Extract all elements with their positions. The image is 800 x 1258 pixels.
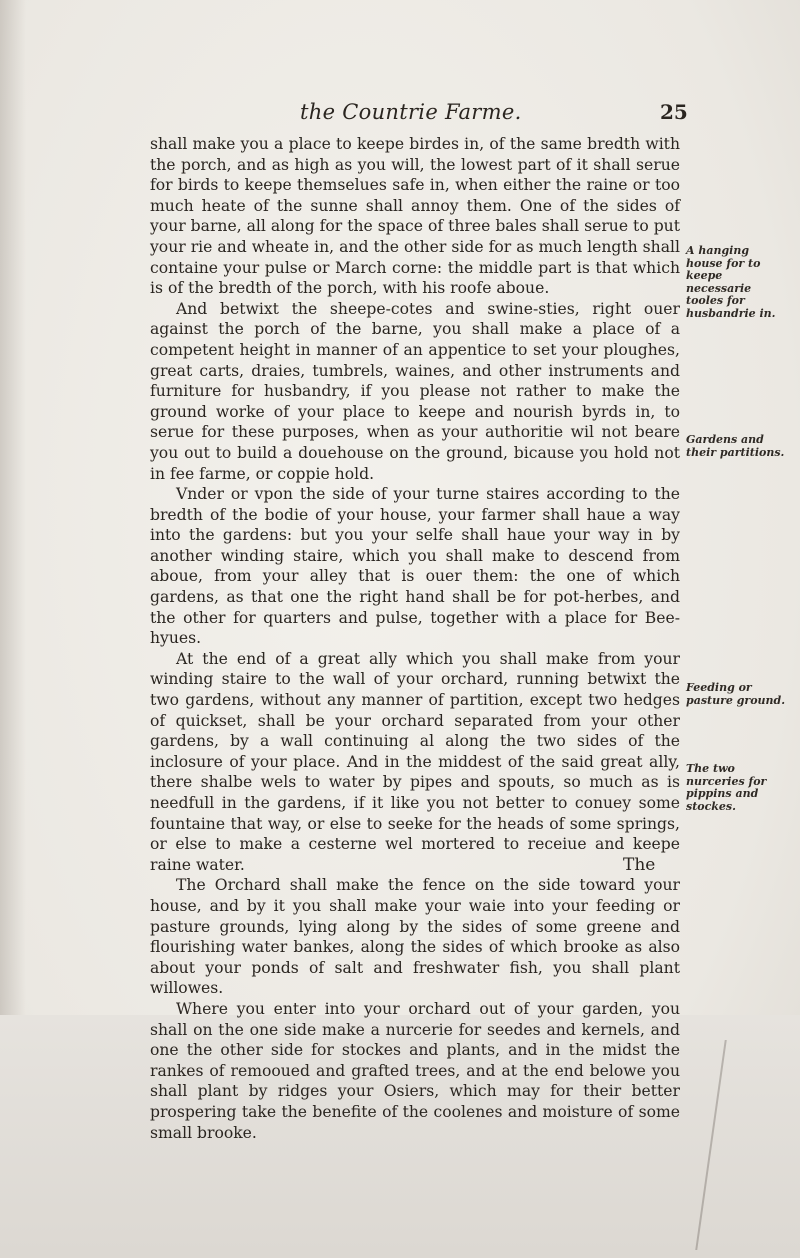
catchword: The — [623, 855, 656, 875]
paragraph: shall make you a place to keepe birdes in, of the same bredth with the porch, and as high as you will, the lowest part of it shall serue for birds to keepe themselues safe in, when either the raine or too much heate of the sunne shall annoy them. One of the sides of your barne, all along for the space of three bales shall serue to put your rie and wheate in, and the other side for as much length shall containe your pulse or March corne: the middle part is that which is of the bredth of the porch, with his roofe aboue. — [150, 135, 680, 298]
paragraph: The Orchard shall make the fence on the side toward your house, and by it you shall make your waie into your feeding or pasture grounds, lying along by the sides of some greene and flourishing water bankes, along the sides of which brooke as also about your ponds of salt and freshwater fish, you shall plant willowes. — [150, 876, 680, 998]
page-header — [140, 100, 700, 128]
margin-note: Feeding or pasture ground. — [686, 681, 786, 707]
margin-note: Gardens and their partitions. — [686, 433, 785, 459]
paragraph: And betwixt the sheepe-cotes and swine-sties, right ouer against the porch of the barne, you shall make a place of a competent height in manner of an appentice to set your ploughes, great carts, draies, tumbrels, waines, and other instruments and furniture for husbandry, if you please not rather to make the ground worke of your place to keepe and nourish byrds in, to serue for these purposes, when as your authoritie wil not beare you out to build a douehouse on the ground, bicause you hold not in fee farme, or coppie hold. — [150, 299, 680, 483]
page-number: 25 — [660, 100, 688, 124]
paragraph: Where you enter into your orchard out of your garden, you shall on the one side make a nurcerie for seedes and kernels, and one the other side for stockes and plants, and in the midst the rankes of remooued and grafted trees, and at the end belowe you shall plant by ridges your Osiers, which may for their better prospering take the benefite of the coolenes and moisture of some small brooke. — [150, 999, 680, 1142]
margin-note: A hanging house for to keepe necessarie tooles for husbandrie in. — [686, 244, 776, 320]
paragraph: Vnder or vpon the side of your turne staires according to the bredth of the bodie of your house, your farmer shall haue a way into the gardens: but you your selfe shall haue your way in by another winding staire, which you shall make to descend from aboue, from your alley that is ouer them: the one of which gardens, as that one the right hand shall be for pot-herbes, and the other for quarters and pulse, together with a place for Bee-hyues. — [150, 485, 680, 648]
running-head: the Countrie Farme. — [300, 100, 522, 124]
paragraph: At the end of a great ally which you shall make from your winding staire to the wall of your orchard, running betwixt the two gardens, without any manner of partition, except two hedges of quickset, shall be your orchard separated from your other gardens, by a wall continuing al along the two sides of the inclosure of your place. And in the middest of the said great ally, there shalbe wels to water by pipes and spouts, so much as is needfull in the gardens, if it like you not better to conuey some fountaine that way, or else to seeke for the heads of some springs, or else to make a cesterne wel mortered to receiue and keepe raine water. — [150, 649, 680, 874]
body-text — [150, 134, 680, 1143]
margin-note: The two nurceries for pippins and stockes. — [686, 762, 767, 813]
